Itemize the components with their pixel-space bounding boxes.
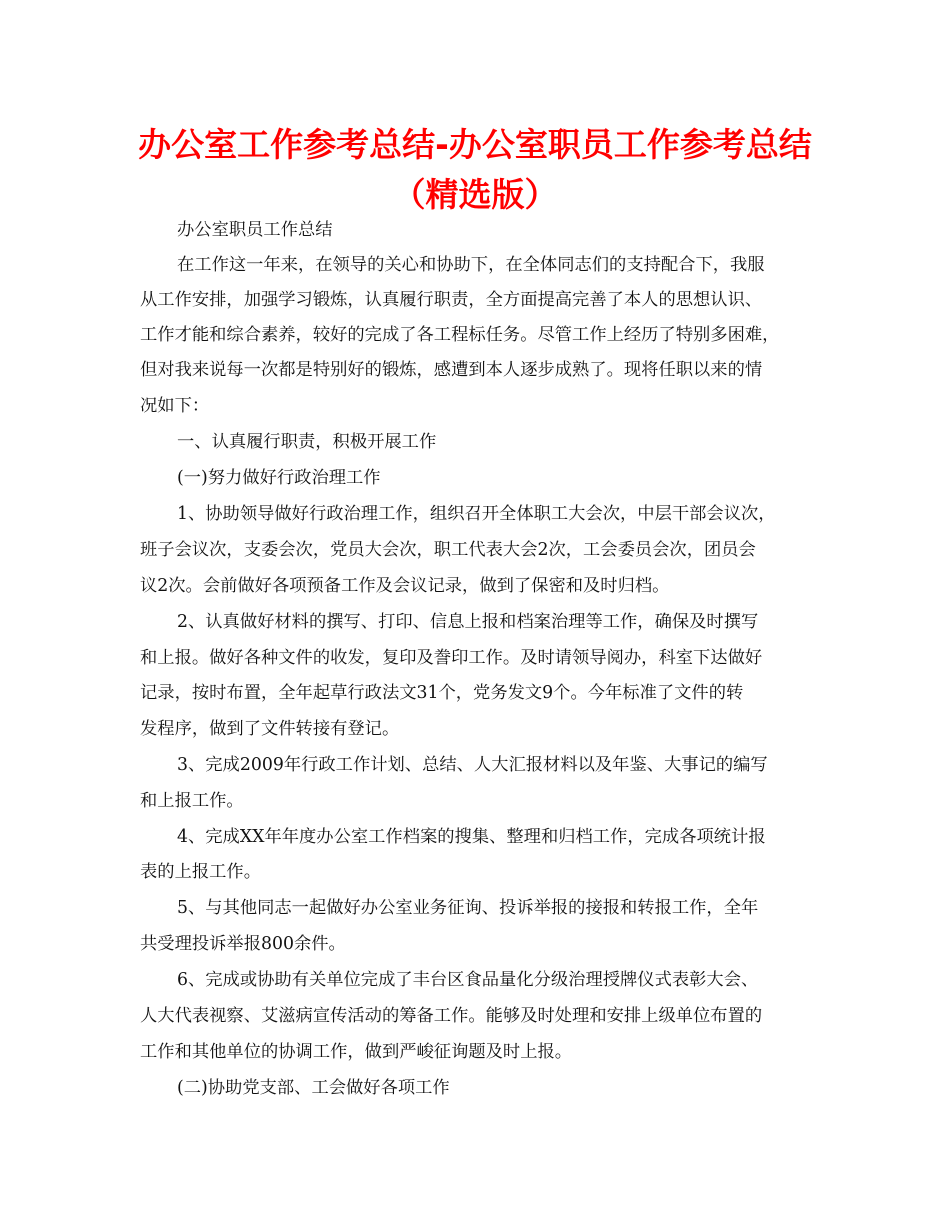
- paragraph-line: 发程序，做到了文件转接有登记。: [140, 719, 400, 739]
- section-heading: 一、认真履行职责，积极开展工作: [177, 432, 437, 452]
- paragraph-line: 工作和其他单位的协调工作，做到严峻征询题及时上报。: [140, 1042, 573, 1062]
- paragraph-line: 议2次。会前做好各项预备工作及会议记录，做到了保密和及时归档。: [140, 576, 670, 596]
- paragraph-line: 2、认真做好材料的撰写、打印、信息上报和档案治理等工作，确保及时撰写: [177, 612, 759, 632]
- paragraph-line: 6、完成或协助有关单位完成了丰台区食品量化分级治理授牌仪式表彰大会、: [177, 970, 759, 990]
- paragraph-line: 5、与其他同志一起做好办公室业务征询、投诉举报的接报和转报工作，全年: [177, 898, 759, 918]
- paragraph-line: 人大代表视察、艾滋病宣传活动的筹备工作。能够及时处理和安排上级单位布置的: [140, 1006, 763, 1026]
- document-title: 办公室工作参考总结-办公室职员工作参考总结: [138, 125, 812, 164]
- paragraph-line: 班子会议次，支委会次，党员大会次，职工代表大会2次，工会委员会次，团员会: [140, 540, 756, 560]
- paragraph-line: 3、完成2009年行政工作计划、总结、人大汇报材料以及年鉴、大事记的编写: [177, 755, 768, 775]
- paragraph-line: 1、协助领导做好行政治理工作，组织召开全体职工大会次，中层干部会议次，: [177, 504, 776, 524]
- section-heading: 办公室职员工作总结: [177, 220, 333, 240]
- paragraph-line: 从工作安排，加强学习锻炼，认真履行职责，全方面提高完善了本人的思想认识、: [140, 290, 763, 310]
- paragraph-line: 和上报工作。: [140, 791, 244, 811]
- paragraph-line: 但对我来说每一次都是特别好的锻炼，感遭到本人逐步成熟了。现将任职以来的情: [140, 360, 763, 380]
- paragraph-line: 4、完成XX年年度办公室工作档案的搜集、整理和归档工作，完成各项统计报: [177, 827, 766, 847]
- subsection-heading: (一)努力做好行政治理工作: [177, 468, 381, 488]
- paragraph-line: 表的上报工作。: [140, 862, 261, 882]
- paragraph-line: 在工作这一年来，在领导的关心和协助下，在全体同志们的支持配合下，我服: [177, 255, 765, 275]
- paragraph-line: 况如下：: [140, 396, 210, 416]
- document-title-subtitle: （精选版）: [392, 175, 558, 214]
- subsection-heading: (二)协助党支部、工会做好各项工作: [177, 1078, 450, 1098]
- paragraph-line: 记录，按时布置，全年起草行政法文31个，党务发文9个。今年标准了文件的转: [140, 683, 744, 703]
- paragraph-line: 工作才能和综合素养，较好的完成了各工程标任务。尽管工作上经历了特别多困难，: [140, 325, 780, 345]
- paragraph-line: 和上报。做好各种文件的收发，复印及誊印工作。及时请领导阅办，科室下达做好: [140, 648, 763, 668]
- paragraph-line: 共受理投诉举报800余件。: [140, 934, 346, 954]
